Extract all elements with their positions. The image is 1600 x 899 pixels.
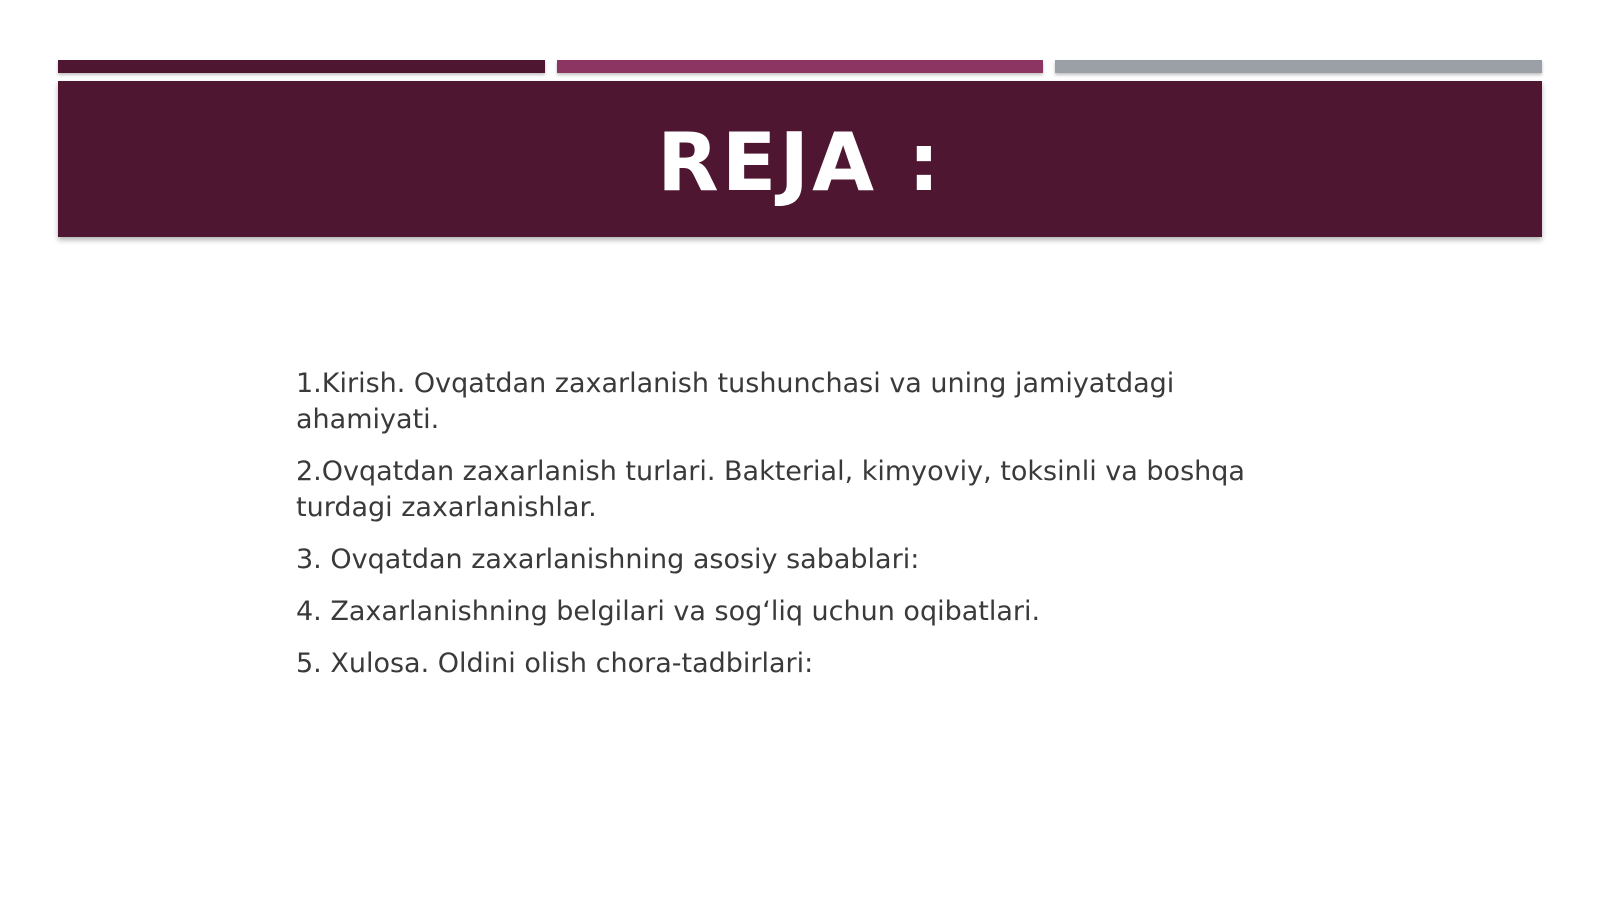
accent-bar-magenta	[557, 60, 1043, 73]
agenda-list	[296, 366, 1296, 698]
accent-bar-dark	[58, 60, 545, 73]
title-band	[58, 81, 1542, 237]
agenda-item: 4. Zaxarlanishning belgilari va sog‘liq uchun oqibatlari.	[296, 596, 1041, 627]
agenda-item: 3. Ovqatdan zaxarlanishning asosiy sabablari:	[296, 544, 920, 575]
accent-bar-gray	[1055, 60, 1542, 73]
agenda-item: 1.Kirish. Ovqatdan zaxarlanish tushunchasi va uning jamiyatdagi ahamiyati.	[296, 368, 1175, 435]
agenda-item: 2.Ovqatdan zaxarlanish turlari. Bakterial, kimyoviy, toksinli va boshqa turdagi zaxarlanishlar.	[296, 456, 1245, 523]
slide-title: REJA :	[657, 116, 943, 209]
agenda-item: 5. Xulosa. Oldini olish chora-tadbirlari:	[296, 648, 814, 679]
